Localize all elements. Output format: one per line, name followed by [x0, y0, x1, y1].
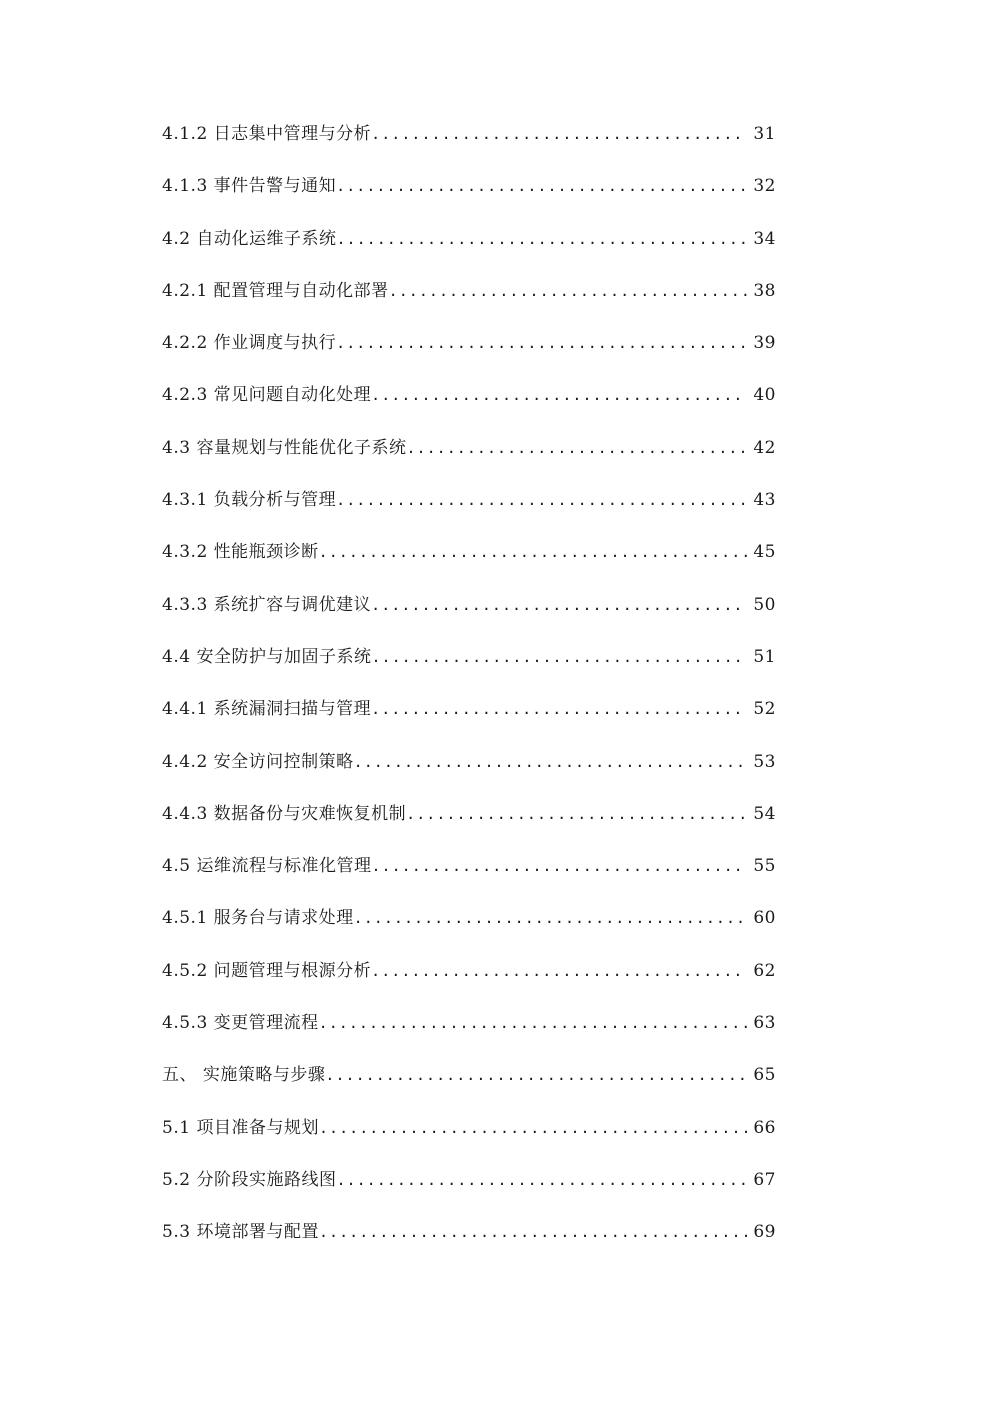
toc-entry-title: 4.1.2 日志集中管理与分析: [162, 124, 372, 144]
toc-dot-leader: [371, 951, 747, 991]
toc-entry-title: 4.4.1 系统漏洞扫描与管理: [162, 699, 372, 720]
toc-entry-title: 4.1.3 事件告警与通知: [162, 176, 337, 197]
toc-entry-title: 4.3.1 负载分析与管理: [162, 490, 337, 511]
toc-entry[interactable]: [162, 114, 776, 166]
toc-entry-page: 43: [753, 490, 776, 511]
toc-entry-title: 4.2.1 配置管理与自动化部署: [162, 280, 389, 301]
toc-entry[interactable]: [162, 1003, 776, 1055]
toc-entry-page: 62: [753, 960, 776, 981]
toc-entry-page: 60: [753, 908, 776, 929]
toc-entry[interactable]: [162, 689, 776, 741]
toc-entry-page: 65: [753, 1065, 776, 1086]
toc-entry-page: 66: [753, 1117, 776, 1138]
toc-dot-leader: [336, 166, 747, 206]
toc-entry-page: 42: [753, 437, 776, 458]
toc-dot-leader: [336, 1160, 747, 1200]
toc-entry[interactable]: [162, 219, 776, 271]
toc-entry-page: 50: [753, 594, 776, 615]
toc-entry[interactable]: [162, 898, 776, 950]
toc-entry-page: 31: [753, 124, 776, 144]
toc-entry-title: 4.4.3 数据备份与灾难恢复机制: [162, 803, 407, 824]
toc-entry[interactable]: [162, 428, 776, 480]
toc-entry-page: 52: [753, 699, 776, 720]
toc-entry-page: 63: [753, 1013, 776, 1034]
toc-dot-leader: [371, 375, 747, 415]
toc-entry-title: 4.5.1 服务台与请求处理: [162, 908, 354, 929]
toc-dot-leader: [319, 1212, 747, 1252]
toc-dot-leader: [406, 428, 747, 468]
toc-entry[interactable]: [162, 1212, 776, 1264]
toc-entry-page: 54: [753, 803, 776, 824]
toc-entry[interactable]: [162, 637, 776, 689]
toc-entry[interactable]: [162, 166, 776, 218]
toc-entry[interactable]: [162, 375, 776, 427]
toc-entry-title: 5.1 项目准备与规划: [162, 1117, 319, 1138]
toc-dot-leader: [354, 742, 748, 782]
toc-entry[interactable]: [162, 951, 776, 1003]
toc-entry[interactable]: [162, 585, 776, 637]
toc-dot-leader: [319, 532, 748, 572]
toc-entry-title: 4.4 安全防护与加固子系统: [162, 646, 372, 667]
toc-dot-leader: [319, 1108, 747, 1148]
toc-dot-leader: [371, 114, 747, 154]
toc-entry-page: 34: [753, 228, 776, 249]
toc-entry[interactable]: [162, 794, 776, 846]
toc-entry[interactable]: [162, 1108, 776, 1160]
toc-entry[interactable]: [162, 480, 776, 532]
toc-entry-title: 4.2.3 常见问题自动化处理: [162, 385, 372, 406]
toc-dot-leader: [325, 1055, 747, 1095]
toc-entry-title: 五、 实施策略与步骤: [162, 1065, 326, 1086]
toc-dot-leader: [371, 689, 747, 729]
toc-entry-title: 5.2 分阶段实施路线图: [162, 1169, 337, 1190]
toc-entry-title: 4.4.2 安全访问控制策略: [162, 751, 354, 772]
toc-dot-leader: [371, 585, 747, 625]
toc-entry[interactable]: [162, 1055, 776, 1107]
toc-entry-page: 40: [753, 385, 776, 406]
toc-entry-title: 4.2 自动化运维子系统: [162, 228, 337, 249]
toc-entry[interactable]: [162, 323, 776, 375]
toc-dot-leader: [406, 794, 747, 834]
toc-entry-page: 39: [753, 333, 776, 354]
toc-dot-leader: [319, 1003, 748, 1043]
toc-entry[interactable]: [162, 742, 776, 794]
toc-entry-page: 69: [753, 1222, 776, 1243]
toc-entry-title: 4.5.2 问题管理与根源分析: [162, 960, 372, 981]
toc-entry-page: 45: [753, 542, 776, 563]
toc-dot-leader: [371, 846, 747, 886]
toc-entry-page: 55: [753, 856, 776, 877]
toc-entry-page: 38: [753, 280, 776, 301]
toc-dot-leader: [389, 271, 748, 311]
toc-entry-title: 4.3 容量规划与性能优化子系统: [162, 437, 407, 458]
toc-entry-page: 51: [753, 646, 776, 667]
toc-entry-title: 4.5.3 变更管理流程: [162, 1013, 319, 1034]
toc-dot-leader: [336, 480, 747, 520]
toc-dot-leader: [336, 219, 747, 259]
toc-entry-title: 4.3.2 性能瓶颈诊断: [162, 542, 319, 563]
toc-entry[interactable]: [162, 532, 776, 584]
toc-entry[interactable]: [162, 846, 776, 898]
toc-entry-title: 4.3.3 系统扩容与调优建议: [162, 594, 372, 615]
toc-entry-title: 5.3 环境部署与配置: [162, 1222, 319, 1243]
toc-dot-leader: [354, 898, 748, 938]
toc-entry-page: 53: [753, 751, 776, 772]
toc-entry-title: 4.5 运维流程与标准化管理: [162, 856, 372, 877]
toc-entry[interactable]: [162, 1160, 776, 1212]
toc-dot-leader: [371, 637, 747, 677]
table-of-contents: [162, 114, 776, 1265]
toc-entry-page: 67: [753, 1169, 776, 1190]
toc-entry-page: 32: [753, 176, 776, 197]
toc-entry[interactable]: [162, 271, 776, 323]
toc-entry-title: 4.2.2 作业调度与执行: [162, 333, 337, 354]
toc-dot-leader: [336, 323, 747, 363]
